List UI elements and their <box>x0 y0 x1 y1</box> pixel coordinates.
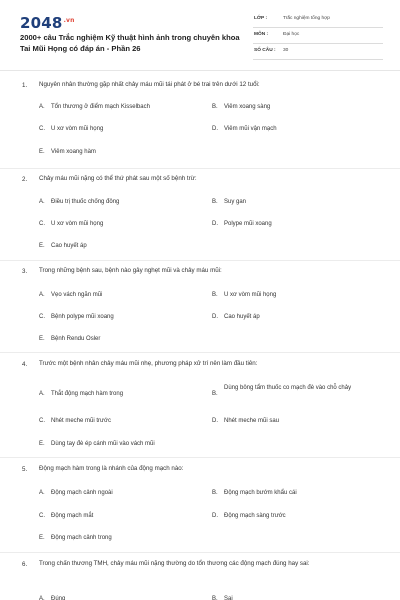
option-text: Động mạch cảnh trong <box>51 535 112 541</box>
option-letter: A. <box>39 292 45 298</box>
option-letter: C. <box>39 221 45 227</box>
option-text: Động mạch bướm khẩu cái <box>224 490 297 496</box>
option-letter: A. <box>39 104 45 110</box>
option-letter: D. <box>212 314 218 320</box>
option-text: Tổn thương ở điểm mạch Kisselbach <box>51 104 150 110</box>
option-text: Đúng <box>51 596 66 600</box>
question-text: Động mạch hàm trong là nhánh của động mạch nào: <box>39 465 184 472</box>
question-number: 4. <box>22 361 28 368</box>
option-text: Cao huyết áp <box>224 314 260 320</box>
question-text: Trong những bệnh sau, bệnh nào gây nghẹt mũi và chảy máu mũi: <box>39 267 222 274</box>
document-title: 2000+ câu Trắc nghiệm Kỹ thuật hình ảnh trong chuyên khoa Tai Mũi Họng có đáp án - Phần 26 <box>20 33 240 53</box>
meta-info <box>253 14 383 62</box>
option-text: Cao huyết áp <box>51 243 87 249</box>
site-logo[interactable] <box>20 14 75 32</box>
option-letter: D. <box>212 418 218 424</box>
meta-label: LỚP : <box>254 16 268 21</box>
option-letter: D. <box>212 221 218 227</box>
option-letter: C. <box>39 513 45 519</box>
option-text: Viêm mũi vận mạch <box>224 126 277 132</box>
meta-value: Trắc nghiệm tổng hợp <box>283 16 330 21</box>
question-number: 5. <box>22 466 28 473</box>
option-letter: B. <box>212 596 218 600</box>
meta-row-count <box>253 46 383 60</box>
option-text: Bệnh polype mũi xoang <box>51 314 114 320</box>
option-text: Sai <box>224 596 233 600</box>
option-text: Viêm xoang hàm <box>51 149 96 155</box>
option-letter: B. <box>212 199 218 205</box>
option-letter: E. <box>39 441 45 447</box>
divider <box>0 352 400 353</box>
option-letter: B. <box>212 490 218 496</box>
divider <box>0 457 400 458</box>
option-text: Suy gan <box>224 199 247 205</box>
option-letter: B. <box>212 292 218 298</box>
question-number: 1. <box>22 82 28 89</box>
option-text: Viêm xoang sàng <box>224 104 271 110</box>
logo-suffix: .vn <box>63 17 75 24</box>
option-letter: B. <box>212 391 218 397</box>
option-text: Điều trị thuốc chống đông <box>51 199 120 205</box>
option-text: Vẹo vách ngăn mũi <box>51 292 103 298</box>
option-text: Dùng tay đè ép cánh mũi vào vách mũi <box>51 441 155 447</box>
option-text: Bệnh Rendu Osler <box>51 336 101 342</box>
option-letter: A. <box>39 391 45 397</box>
option-text: U xơ vòm mũi họng <box>51 221 104 227</box>
question-number: 3. <box>22 268 28 275</box>
option-text: Polype mũi xoang <box>224 221 272 227</box>
meta-row-class <box>253 14 383 28</box>
question-text: Nguyên nhân thường gặp nhất chảy máu mũi tái phát ở bé trai trên dưới 12 tuổi: <box>39 81 260 88</box>
question-text: Trong chấn thương TMH, chảy máu mũi nặng thường do tổn thương các động mạch đúng hay sai: <box>39 560 310 567</box>
option-text: U xơ vòm mũi họng <box>224 292 277 298</box>
question-number: 2. <box>22 176 28 183</box>
question-text: Chảy máu mũi nặng có thể thứ phát sau một số bệnh trừ: <box>39 175 197 182</box>
option-text: Thắt động mạch hàm trong <box>51 391 124 397</box>
option-text: Động mạch sàng trước <box>224 513 286 519</box>
option-letter: A. <box>39 490 45 496</box>
option-letter: C. <box>39 126 45 132</box>
option-text: Nhét meche mũi sau <box>224 418 280 424</box>
meta-label: MÔN : <box>254 32 269 37</box>
meta-label: SỐ CÂU : <box>254 48 276 53</box>
option-letter: B. <box>212 104 218 110</box>
option-letter: A. <box>39 199 45 205</box>
option-letter: C. <box>39 418 45 424</box>
question-text: Trước một bệnh nhân chảy máu mũi nhẹ, phương pháp xử trí nên làm đầu tiên: <box>39 360 258 367</box>
question-number: 6. <box>22 561 28 568</box>
option-letter: E. <box>39 535 45 541</box>
meta-value: 30 <box>283 48 289 53</box>
option-letter: E. <box>39 243 45 249</box>
option-text: Dùng bông tẩm thuốc co mạch đè vào chỗ chảy <box>224 385 352 391</box>
meta-value: Đại học <box>283 32 300 37</box>
divider <box>0 70 400 71</box>
divider <box>0 552 400 553</box>
option-letter: E. <box>39 149 45 155</box>
divider <box>0 260 400 261</box>
option-letter: C. <box>39 314 45 320</box>
option-text: U xơ vòm mũi họng <box>51 126 104 132</box>
option-text: Động mạch mắt <box>51 513 94 519</box>
logo-text: 2048 <box>20 14 63 32</box>
option-text: Nhét meche mũi trước <box>51 418 111 424</box>
option-letter: D. <box>212 513 218 519</box>
page-header <box>0 0 400 70</box>
option-letter: A. <box>39 596 45 600</box>
option-letter: E. <box>39 336 45 342</box>
option-text: Động mạch cảnh ngoài <box>51 490 113 496</box>
option-letter: D. <box>212 126 218 132</box>
divider <box>0 168 400 169</box>
meta-row-subject <box>253 30 383 44</box>
